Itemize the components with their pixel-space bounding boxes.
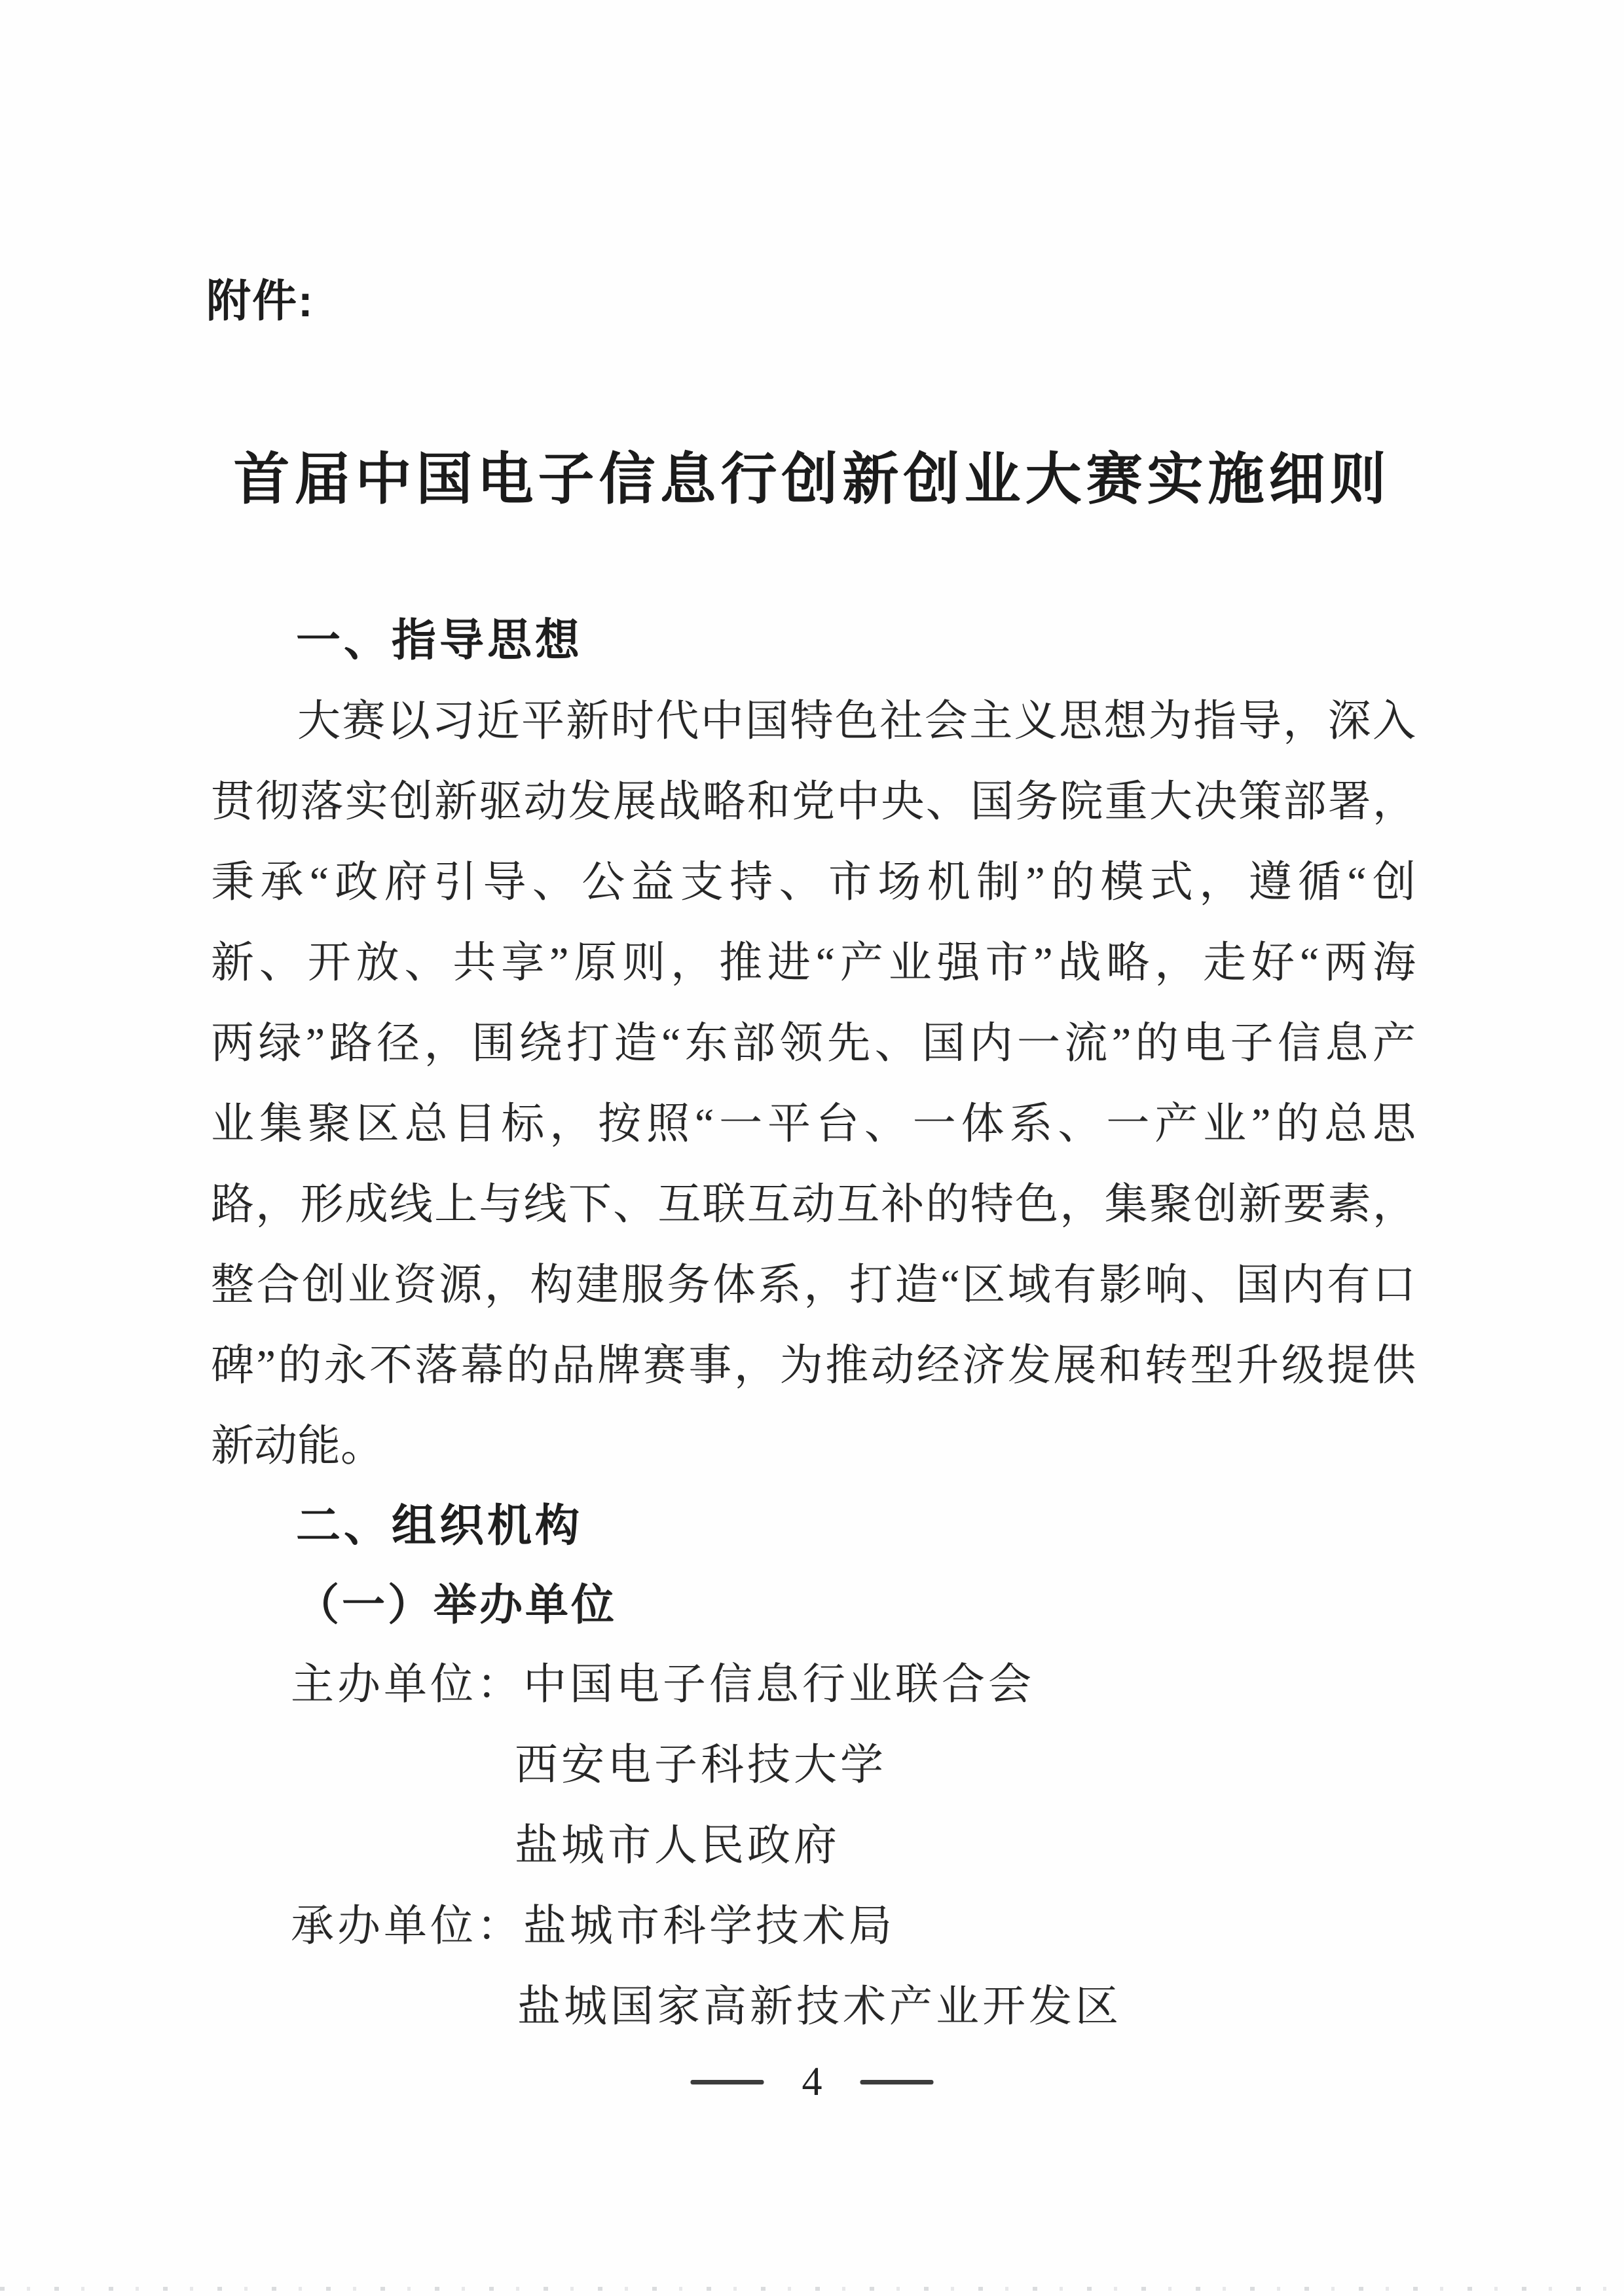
page-number-value: 4 (802, 2060, 822, 2104)
paragraph-line: 大赛以习近平新时代中国特色社会主义思想为指导，深入 (297, 697, 1416, 745)
paragraph-line: 贯彻落实创新驱动发展战略和党中央、国务院重大决策部署， (211, 778, 1416, 826)
page-number (691, 2062, 934, 2102)
undertaker-units-label: 承办单位： (291, 1902, 523, 1950)
paragraph-line: 整合创业资源，构建服务体系，打造“区域有影响、国内有口 (211, 1261, 1416, 1309)
page-number-dash (860, 2080, 934, 2084)
section-2-heading: 二、组织机构 (296, 1501, 583, 1551)
host-unit: 中国电子信息行业联合会 (523, 1661, 1035, 1709)
paragraph-line: 新、开放、共享”原则，推进“产业强市”战略，走好“两海 (211, 939, 1416, 987)
paragraph-line: 两绿”路径，围绕打造“东部领先、国内一流”的电子信息产 (211, 1020, 1416, 1067)
host-unit: 盐城市人民政府 (515, 1822, 840, 1870)
paragraph-line: 业集聚区总目标，按照“一平台、一体系、一产业”的总思 (211, 1100, 1416, 1148)
host-unit: 西安电子科技大学 (515, 1741, 887, 1789)
undertaker-unit: 盐城国家高新技术产业开发区 (517, 1983, 1122, 2031)
section-2-sub-heading: （一）举办单位 (296, 1582, 617, 1629)
paragraph-line: 新动能。 (211, 1422, 384, 1470)
attachment-label: 附件: (206, 276, 314, 326)
page-number-dash (691, 2080, 764, 2084)
section-1-heading: 一、指导思想 (296, 616, 583, 665)
host-units-line (291, 1663, 1035, 1707)
paragraph-line: 秉承“政府引导、公益支持、市场机制”的模式，遵循“创 (211, 859, 1416, 906)
scan-noise-artifact (0, 2287, 1624, 2291)
undertaker-unit: 盐城市科学技术局 (523, 1902, 895, 1950)
document-title: 首届中国电子信息行创新创业大赛实施细则 (233, 448, 1391, 511)
host-units-label: 主办单位： (291, 1661, 523, 1709)
paragraph-line: 碑”的永不落幕的品牌赛事，为推动经济发展和转型升级提供 (211, 1342, 1416, 1390)
paragraph-line: 路，形成线上与线下、互联互动互补的特色，集聚创新要素， (211, 1181, 1416, 1229)
undertaker-units-line (291, 1902, 895, 1950)
